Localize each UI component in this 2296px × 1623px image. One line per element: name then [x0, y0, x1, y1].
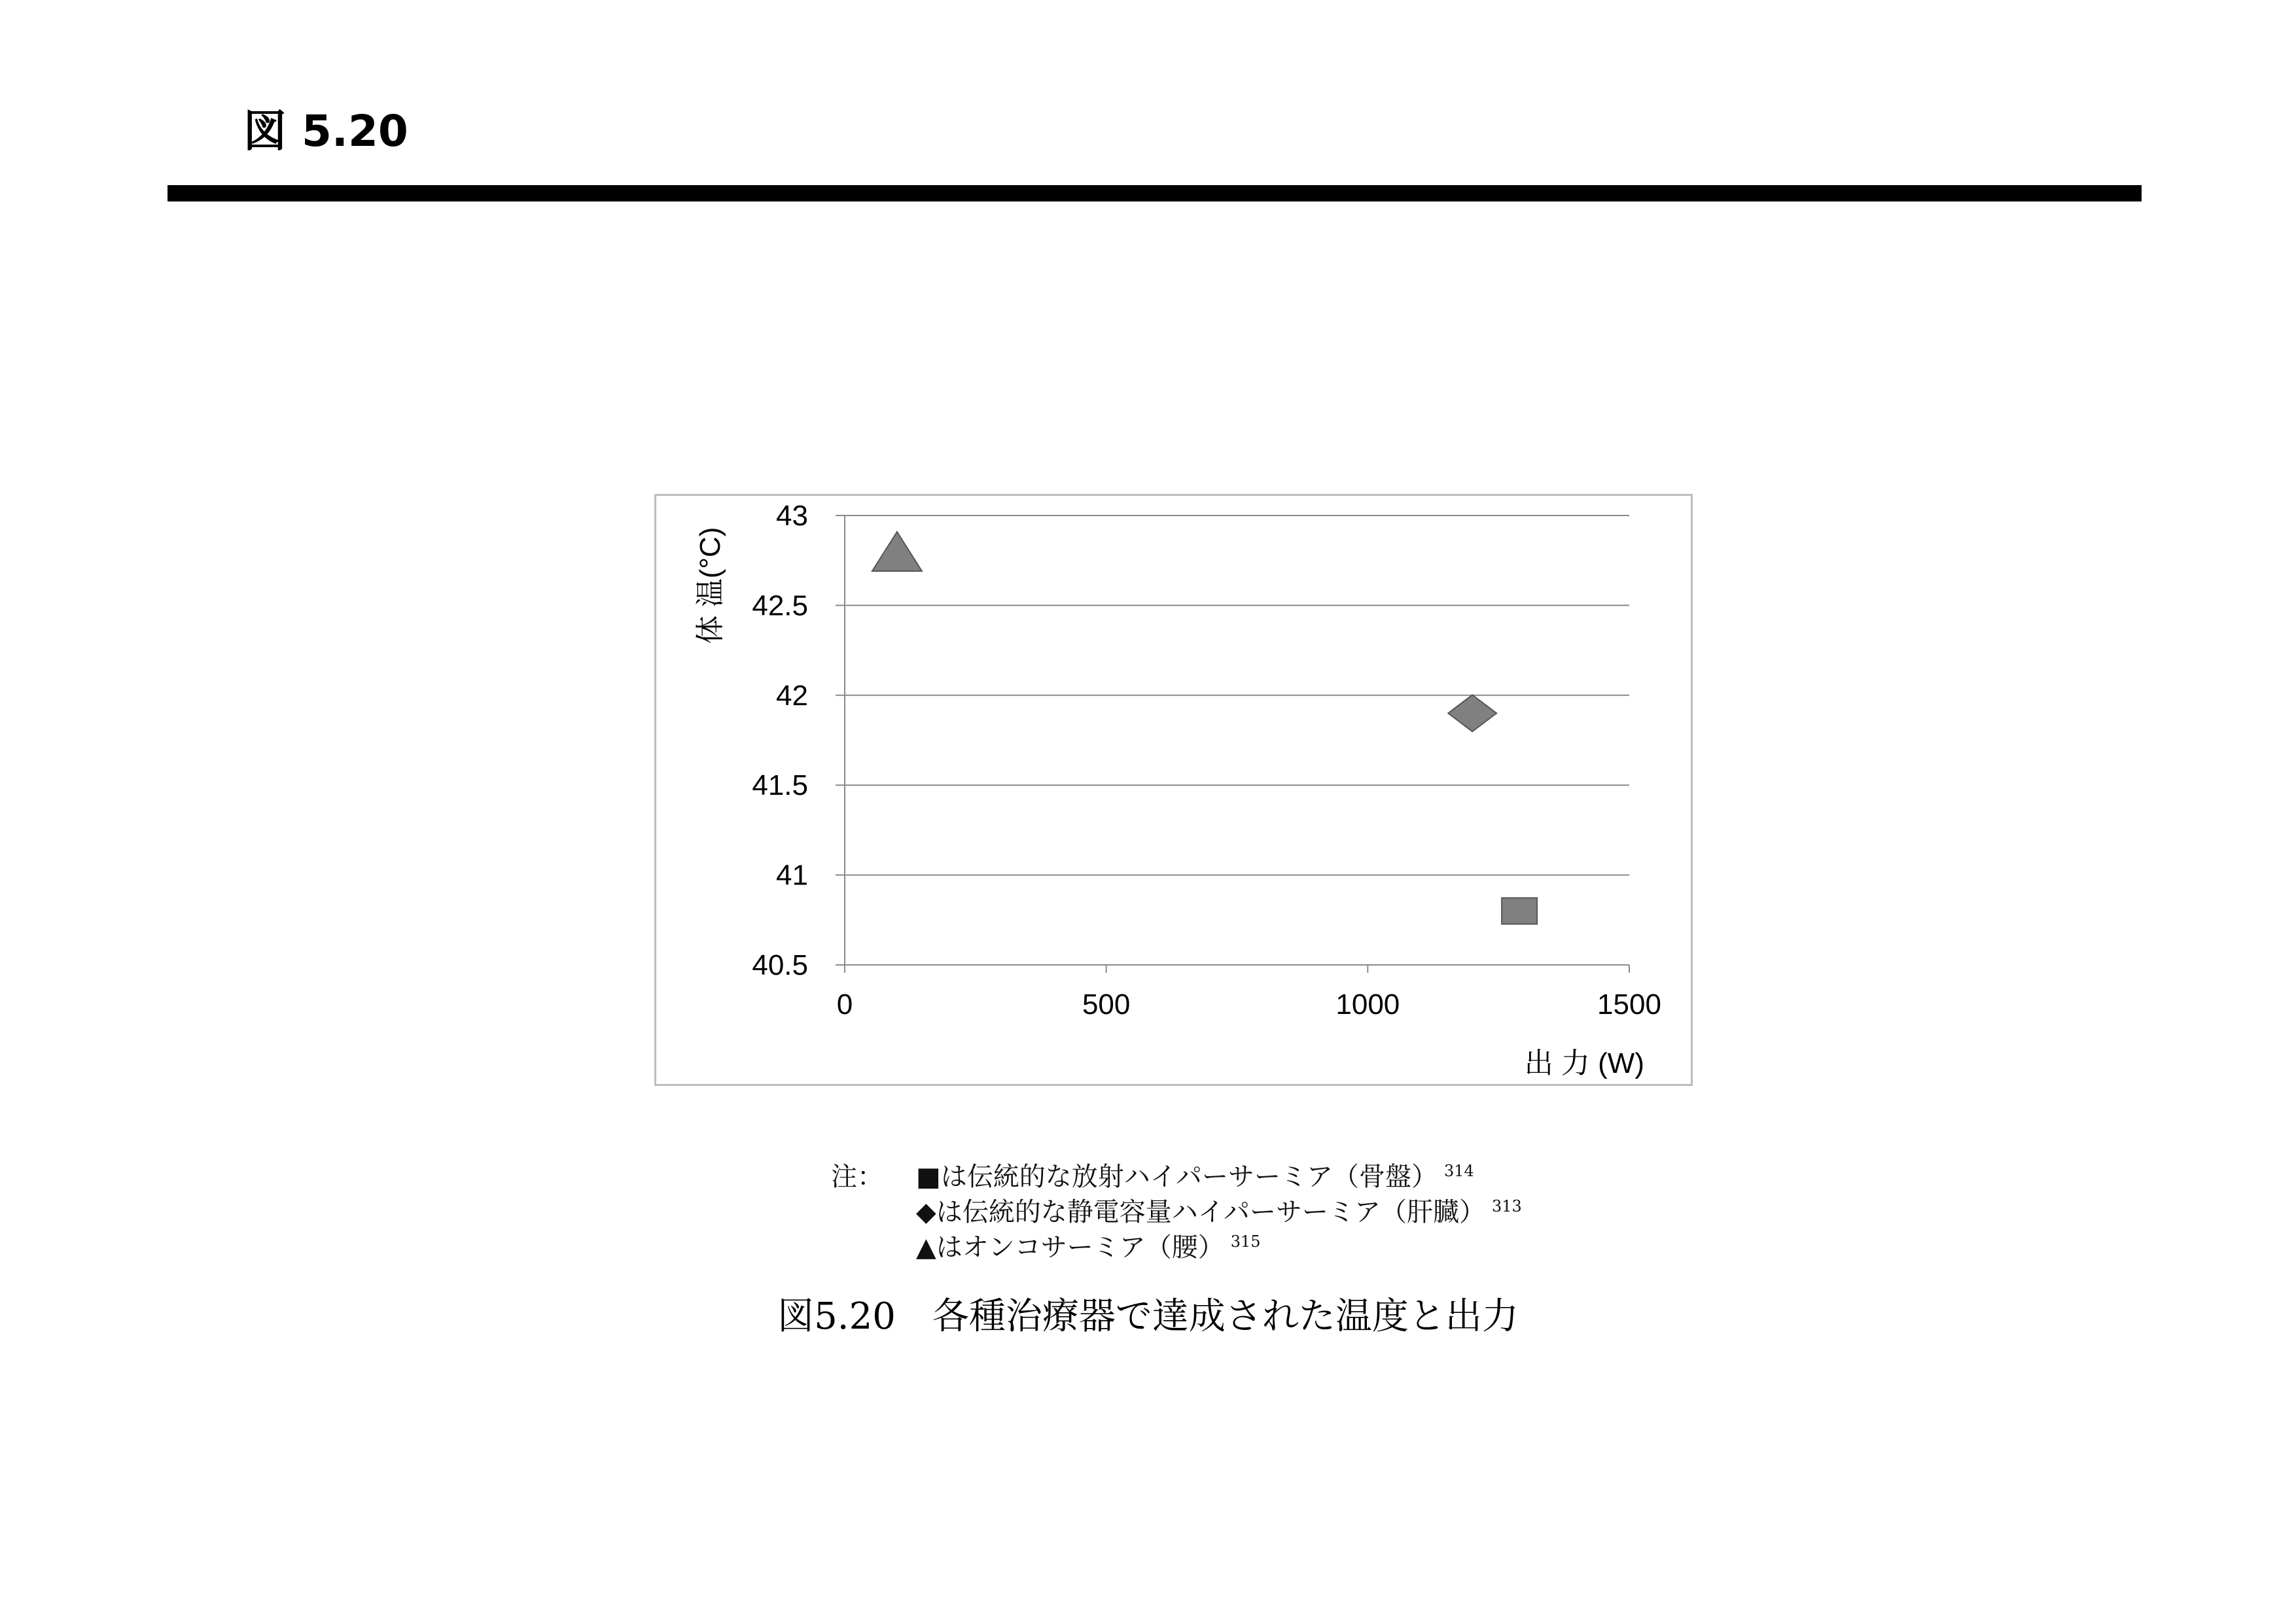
data-points	[872, 532, 1537, 924]
x-tick-label: 0	[836, 988, 853, 1021]
page-title: 図 5.20	[243, 106, 408, 156]
note-label: 注：	[831, 1162, 883, 1192]
y-tick-label: 42.5	[752, 589, 808, 622]
figure-caption: 図5.20 各種治療器で達成された温度と出力	[777, 1295, 1519, 1338]
title-rule	[168, 185, 2142, 201]
y-tick-label: 41	[776, 859, 808, 892]
note-ref: 314	[1444, 1161, 1474, 1180]
note-row-3	[831, 1230, 1522, 1265]
y-tick-label: 43	[776, 500, 808, 532]
x-tick-label: 1500	[1597, 988, 1661, 1021]
tick-labels	[752, 500, 1661, 1021]
note-item-square: ■は伝統的な放射ハイパーサーミア（骨盤） $^{314}$	[916, 1161, 1474, 1192]
note-ref: 313	[1491, 1196, 1522, 1215]
note-item-triangle: ▲はオンコサーミア（腰） $^{315}$	[916, 1232, 1261, 1263]
note-ref: 315	[1230, 1232, 1261, 1251]
x-tick-label: 500	[1082, 988, 1131, 1021]
y-tick-label: 40.5	[752, 949, 808, 981]
y-axis-label: 体 温(°C)	[694, 527, 726, 644]
data-point-diamond	[1448, 695, 1496, 731]
data-point-square	[1502, 898, 1537, 924]
note-item-diamond: ◆は伝統的な静電容量ハイパーサーミア（肝臓） $^{313}$	[916, 1196, 1522, 1227]
notes	[831, 1159, 1522, 1265]
scatter-chart	[656, 496, 1691, 1084]
y-tick-label: 41.5	[752, 769, 808, 802]
x-axis-label: 出 力 (W)	[1524, 1047, 1644, 1079]
note-row-2	[831, 1195, 1522, 1230]
data-point-triangle	[872, 532, 922, 571]
note-row-1	[831, 1159, 1522, 1195]
x-tick-label: 1000	[1335, 988, 1400, 1021]
chart-frame	[654, 494, 1693, 1086]
y-tick-label: 42	[776, 679, 808, 712]
grid-lines	[845, 515, 1629, 875]
